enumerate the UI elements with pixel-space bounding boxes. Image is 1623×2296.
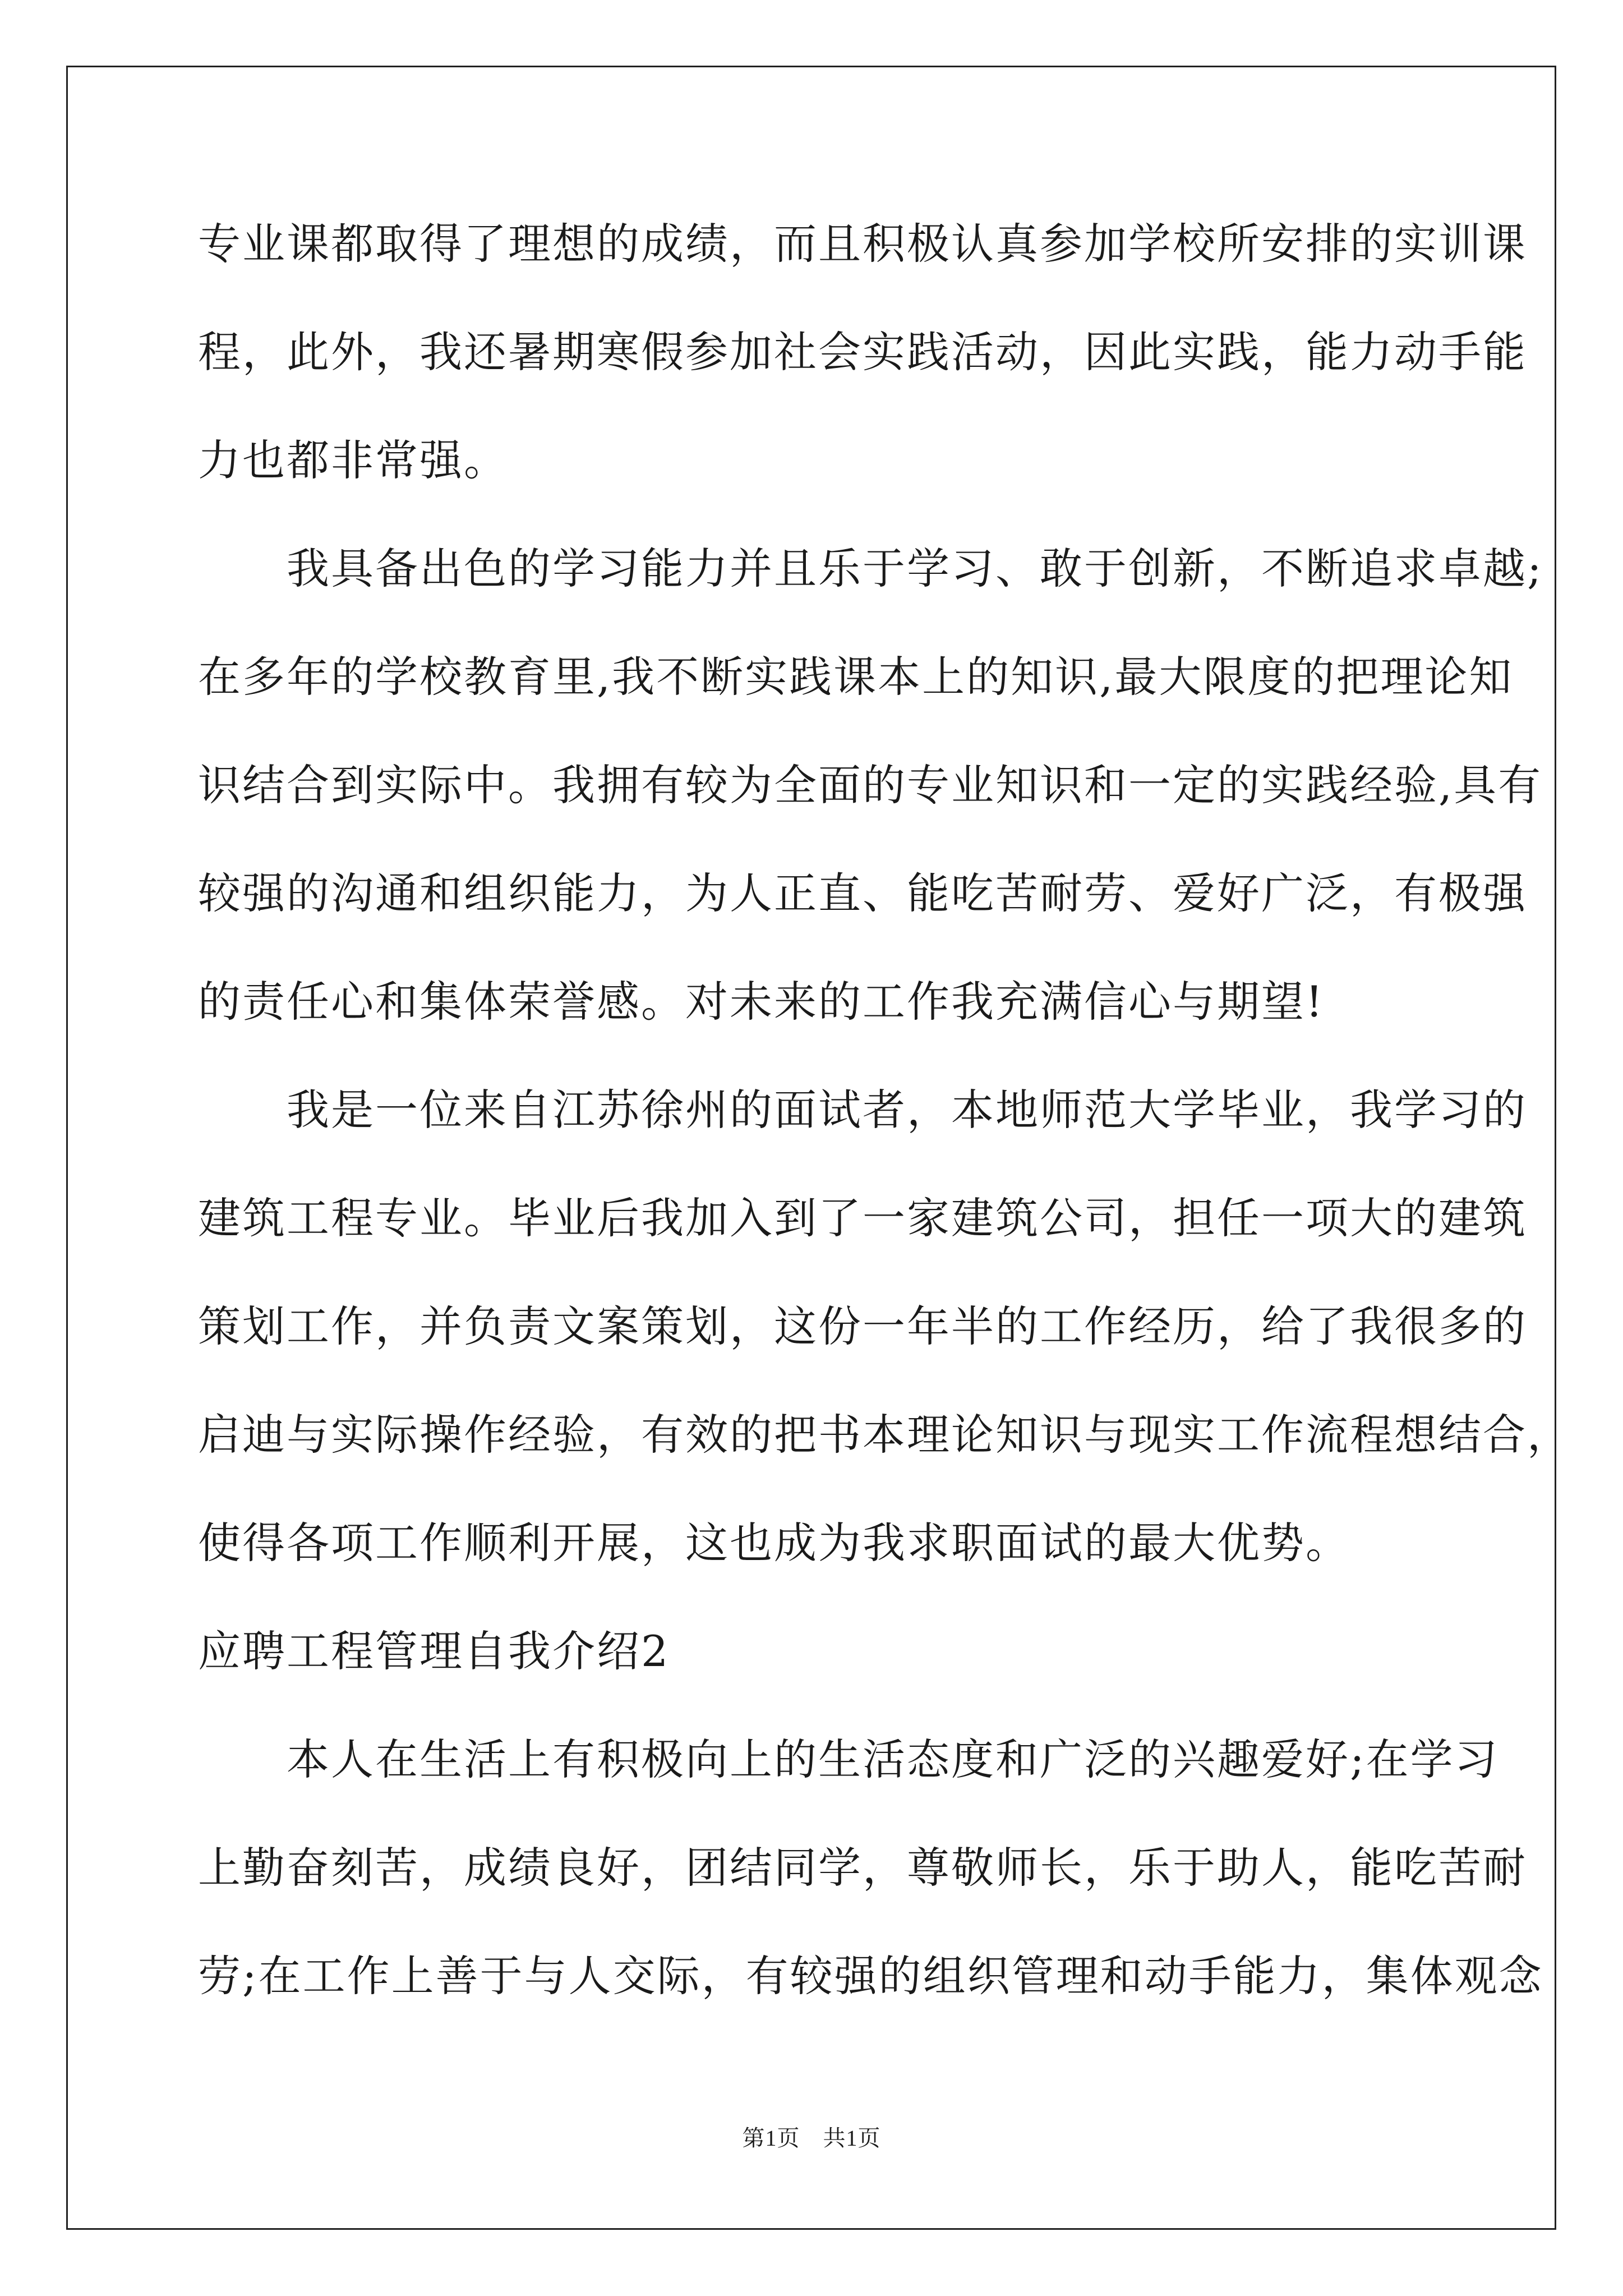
page-footer: 第1页 共1页	[742, 2125, 881, 2151]
text-line: 我具备出色的学习能力并且乐于学习、敢于创新，不断追求卓越;	[198, 544, 1543, 593]
text-line: 建筑工程专业。毕业后我加入到了一家建筑公司，担任一项大的建筑	[198, 1193, 1527, 1243]
text-line: 启迪与实际操作经验，有效的把书本理论知识与现实工作流程想结合，	[198, 1410, 1571, 1460]
text-line: 识结合到实际中。我拥有较为全面的专业知识和一定的实践经验,具有	[198, 760, 1543, 810]
text-line: 在多年的学校教育里,我不断实践课本上的知识,最大限度的把理论知	[198, 652, 1514, 702]
text-line: 力也都非常强。	[198, 435, 508, 485]
text-line: 本人在生活上有积极向上的生活态度和广泛的兴趣爱好;在学习	[198, 1734, 1499, 1784]
text-line: 策划工作，并负责文案策划，这份一年半的工作经历，给了我很多的	[198, 1301, 1527, 1351]
text-line: 上勤奋刻苦，成绩良好，团结同学，尊敬师长，乐于助人，能吃苦耐	[198, 1843, 1527, 1893]
text-line: 使得各项工作顺利开展，这也成为我求职面试的最大优势。	[198, 1518, 1350, 1568]
text-line: 的责任心和集体荣誉感。对未来的工作我充满信心与期望!	[198, 977, 1325, 1027]
text-line: 我是一位来自江苏徐州的面试者，本地师范大学毕业，我学习的	[198, 1085, 1527, 1135]
text-line: 专业课都取得了理想的成绩，而且积极认真参加学校所安排的实训课	[198, 219, 1527, 269]
page-border	[66, 66, 1556, 2230]
text-line: 较强的沟通和组织能力，为人正直、能吃苦耐劳、爱好广泛，有极强	[198, 868, 1527, 918]
text-line: 劳;在工作上善于与人交际，有较强的组织管理和动手能力，集体观念	[198, 1951, 1543, 2001]
text-line: 程，此外，我还暑期寒假参加社会实践活动，因此实践，能力动手能	[198, 327, 1527, 377]
section-heading: 应聘工程管理自我介绍2	[198, 1626, 670, 1676]
